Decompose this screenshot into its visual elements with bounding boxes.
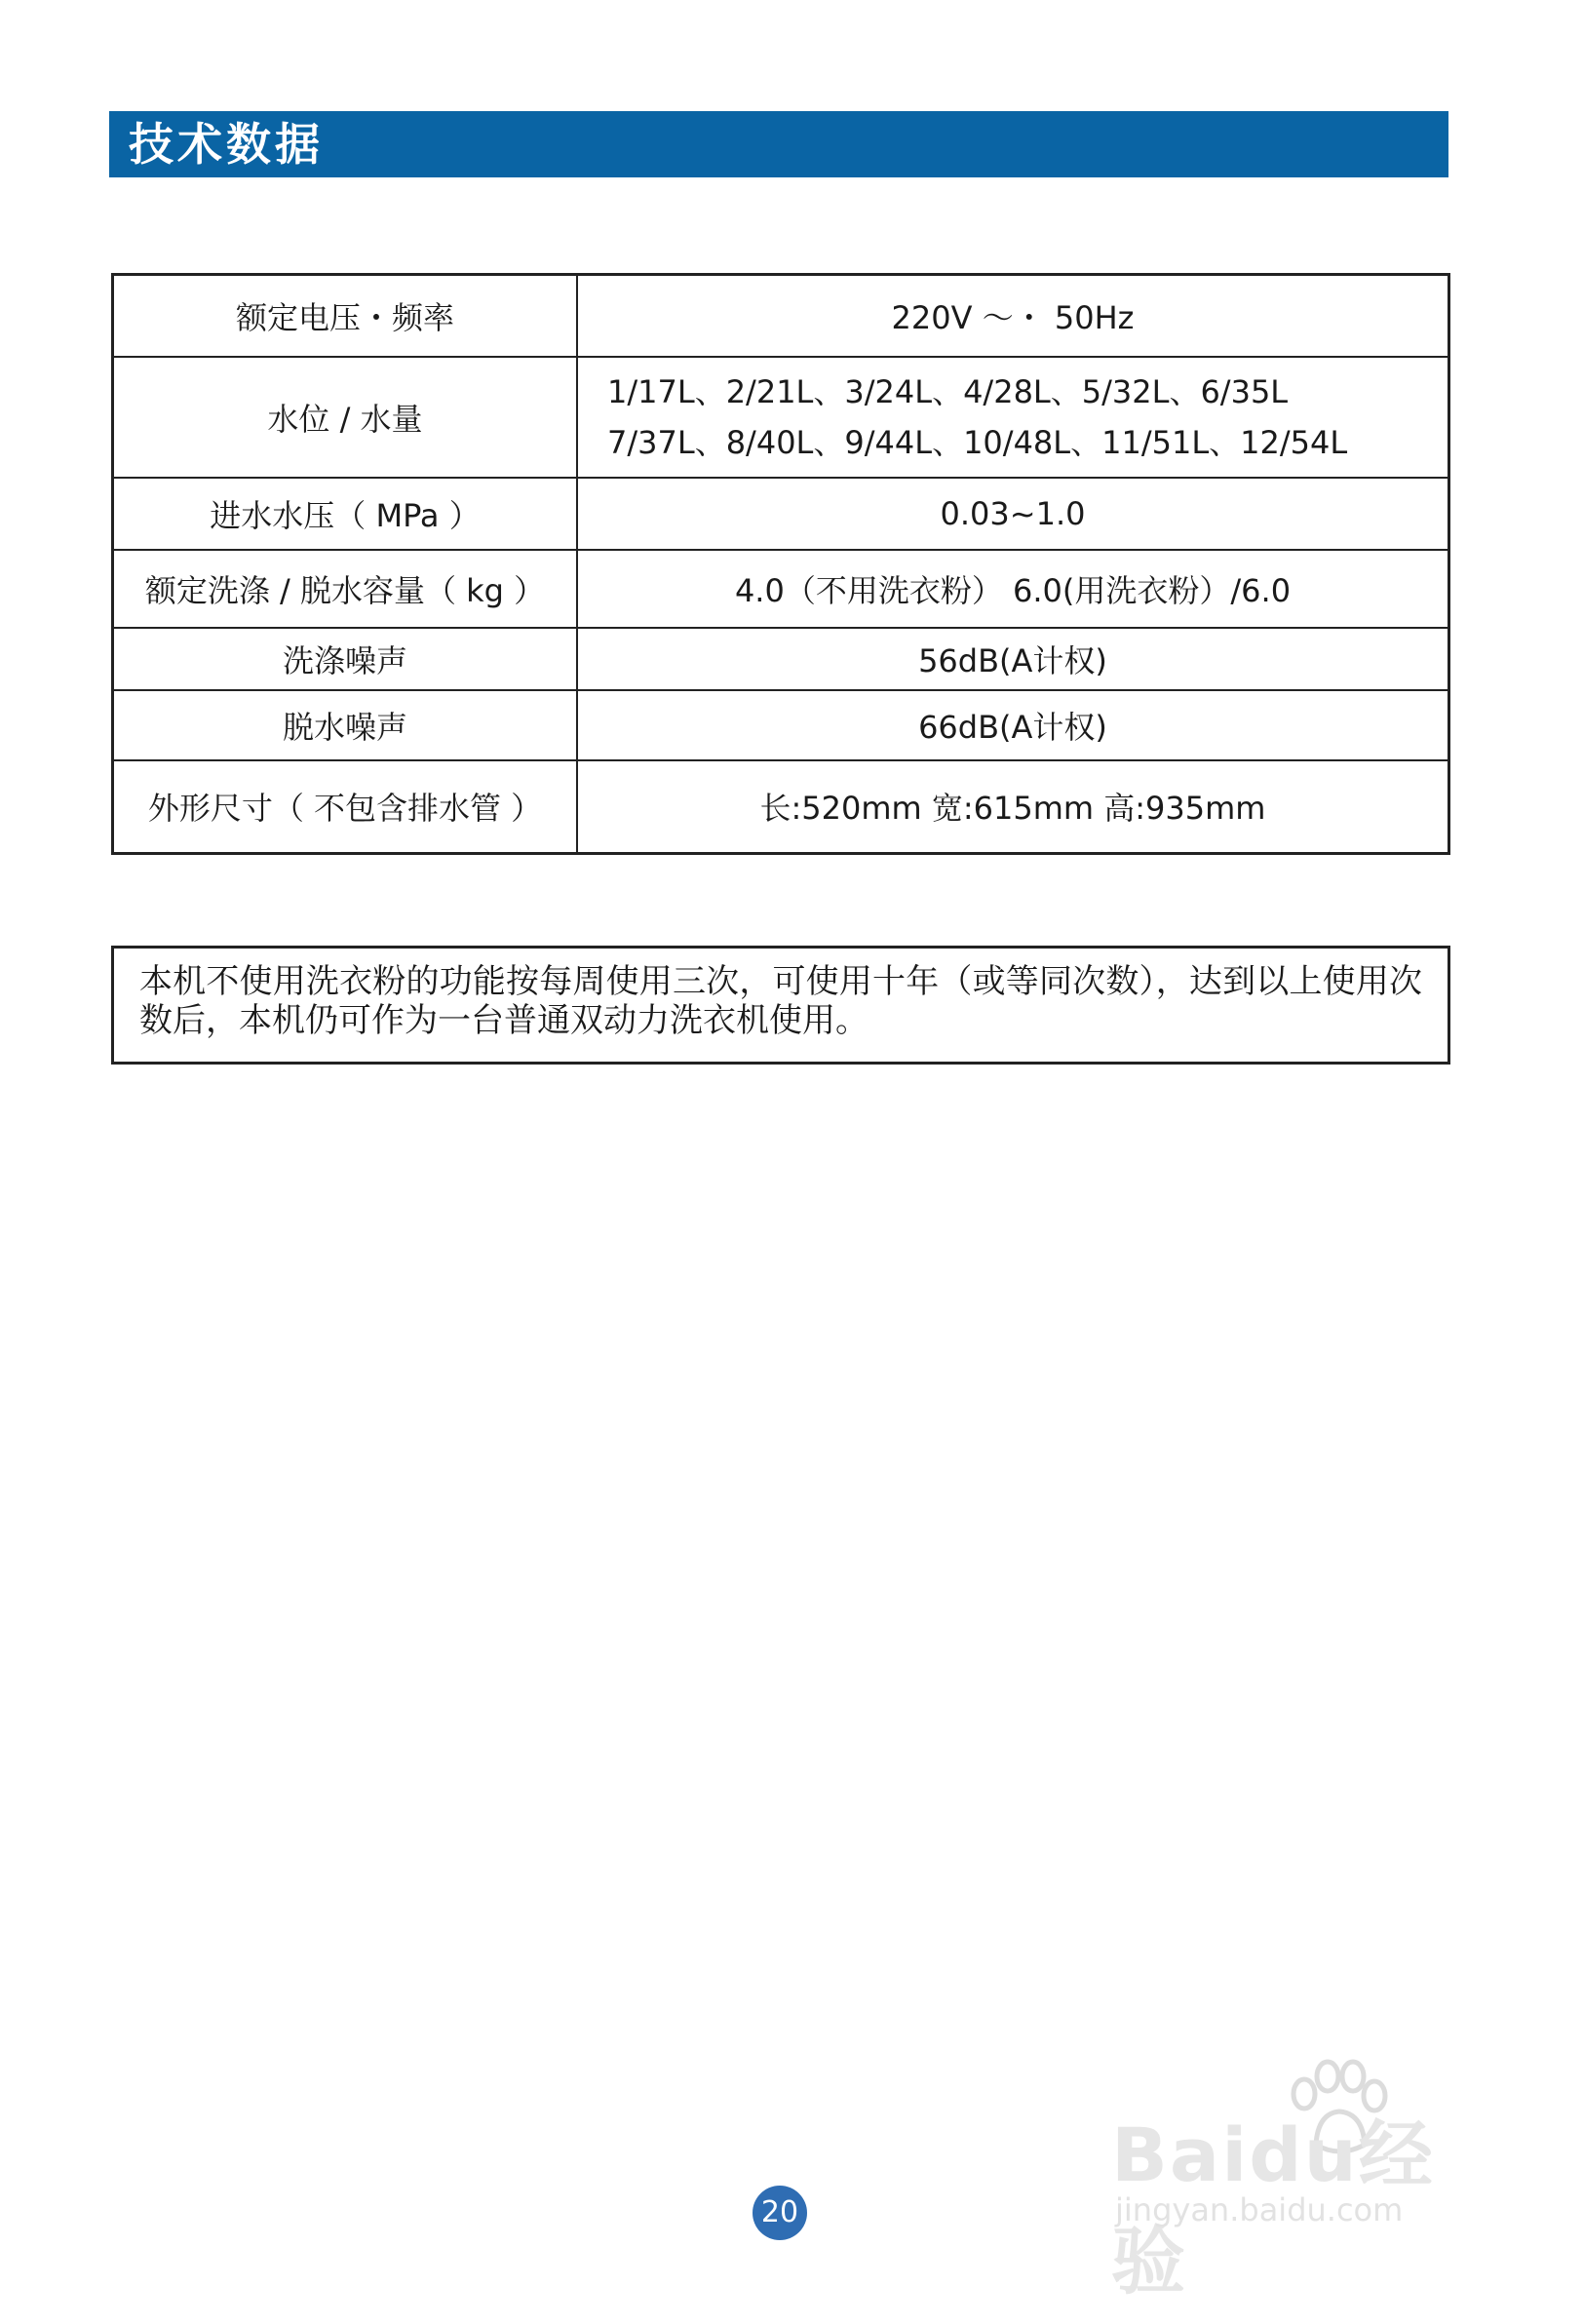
table-row [113, 550, 1449, 628]
row-value-capacity: 4.0（不用洗衣粉） 6.0(用洗衣粉）/6.0 [577, 550, 1449, 628]
spec-table [111, 273, 1450, 855]
note-box: 本机不使用洗衣粉的功能按每周使用三次，可使用十年（或等同次数），达到以上使用次数后，本机仍可作为一台普通双动力洗衣机使用。 [111, 946, 1450, 1065]
row-value-dimensions: 长:520mm 宽:615mm 高:935mm [577, 760, 1449, 854]
table-row [113, 690, 1449, 760]
row-label-voltage: 额定电压・频率 [113, 275, 578, 357]
row-value-spin-noise: 66dB(A计权) [577, 690, 1449, 760]
watermark-url: jingyan.baidu.com [1115, 2191, 1404, 2228]
section-title: 技术数据 [109, 111, 1448, 177]
row-value-pressure: 0.03~1.0 [577, 478, 1449, 550]
row-label-water-level: 水位 / 水量 [113, 357, 578, 478]
watermark [1111, 2057, 1482, 2305]
water-level-line-2: 7/37L、8/40L、9/44L、10/48L、11/51L、12/54L [607, 423, 1348, 461]
row-value-water-level [577, 357, 1449, 478]
page-number-badge: 20 [753, 2186, 807, 2240]
row-value-voltage: 220V ～・ 50Hz [577, 275, 1449, 357]
row-label-wash-noise: 洗涤噪声 [113, 628, 578, 690]
table-row [113, 628, 1449, 690]
table-row [113, 357, 1449, 478]
table-row [113, 275, 1449, 357]
watermark-logo-text: Baidu经验 [1111, 2111, 1435, 2305]
row-label-pressure: 进水水压（ MPa ） [113, 478, 578, 550]
table-row [113, 760, 1449, 854]
table-row [113, 478, 1449, 550]
row-label-capacity: 额定洗涤 / 脱水容量（ kg ） [113, 550, 578, 628]
row-value-wash-noise: 56dB(A计权) [577, 628, 1449, 690]
row-label-dimensions: 外形尺寸（ 不包含排水管 ） [113, 760, 578, 854]
water-level-line-1: 1/17L、2/21L、3/24L、4/28L、5/32L、6/35L [607, 372, 1289, 410]
row-label-spin-noise: 脱水噪声 [113, 690, 578, 760]
